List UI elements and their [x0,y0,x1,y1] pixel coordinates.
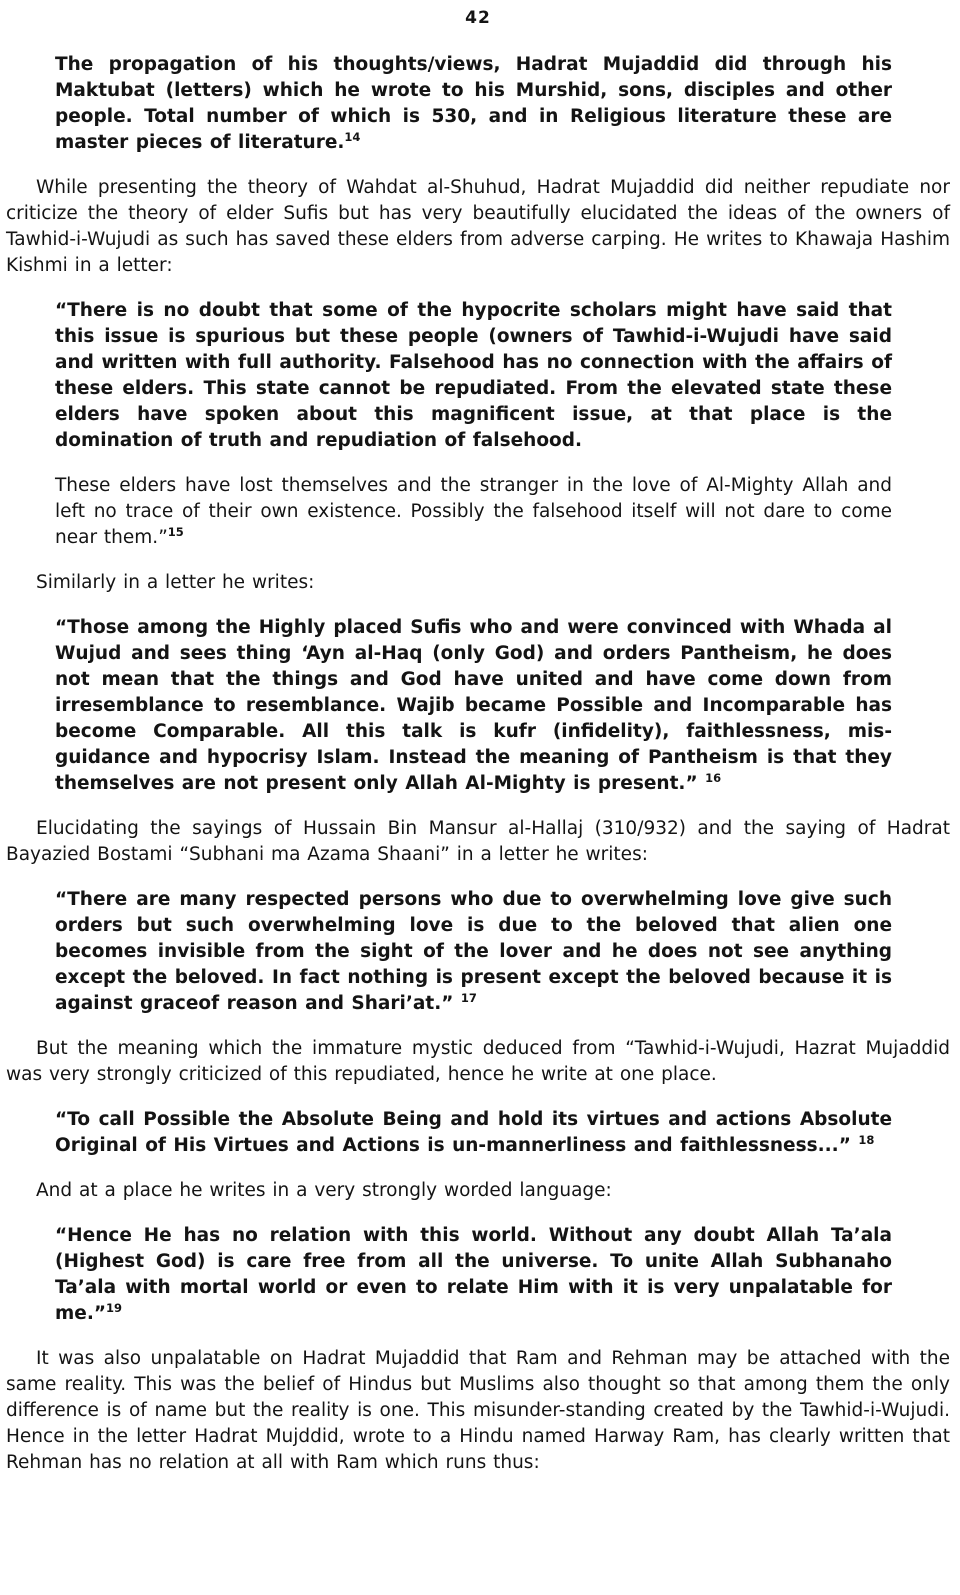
footnote-ref-19: 19 [106,1300,123,1315]
paragraph-body [6,570,950,596]
paragraph-text: Elucidating the sayings of Hussain Bin Mansur al-Hallaj (310/932) and the saying of Hadrat Bayazied Bostami “Subhani ma Azama Shaani” in a letter he writes: [6,818,950,865]
footnote-ref-14: 14 [344,129,361,144]
quote-paragraph [55,887,892,1017]
quote-paragraph-plain [55,473,892,551]
paragraph-text: “Those among the Highly placed Sufis who and were convinced with Whada al Wujud and sees thing ‘Ayn al-Haq (only God) and orders Pantheism, he does not mean that the things and God have united and have come down from irresemblance to resemblance. Wajib became Possible and Incomparable has become Comparable. All this talk is kufr (infidelity), faithlessness, mis-guidance and hypocrisy Islam. Instead the meaning of Pantheism is that they themselves are not present only Allah Al-Mighty is present.” [55,617,892,794]
page-number: 42 [465,8,491,28]
quote-paragraph [55,615,892,797]
quote-paragraph [55,298,892,454]
paragraph-text: “There is no doubt that some of the hypocrite scholars might have said that this issue is spurious but these people (owners of Tawhid-i-Wujudi have said and written with full authority. Falsehood has no connection with the affairs of these elders. This state cannot be repudiated. From the elevated state these elders have spoken about this magnificent issue, at that place is the domination of truth and repudiation of falsehood. [55,300,892,451]
paragraph-text: Similarly in a letter he writes: [36,572,315,593]
paragraph-text: And at a place he writes in a very strongly worded language: [36,1180,612,1201]
paragraph-text: The propagation of his thoughts/views, Hadrat Mujaddid did through his Maktubat (letters) which he wrote to his Murshid, sons, disciples and other people. Total number of which is 530, and in Religious literature these are master pieces of literature. [55,54,892,153]
paragraph-text: But the meaning which the immature mystic deduced from “Tawhid-i-Wujudi, Hazrat Mujaddid was very strongly criticized of this repudiated, hence he write at one place. [6,1038,950,1085]
paragraph-text: “Hence He has no relation with this world. Without any doubt Allah Ta’ala (Highest God) is care free from all the universe. To unite Allah Subhanaho Ta’ala with mortal world or even to relate Him with it is very unpalatable for me.” [55,1225,892,1324]
paragraph-body [6,1036,950,1088]
paragraph-text: It was also unpalatable on Hadrat Mujaddid that Ram and Rehman may be attached with the same reality. This was the belief of Hindus but Muslims also thought so that among them the only difference is of name but the reality is one. This misunder-standing created by the Tawhid-i-Wujudi. Hence in the letter Hadrat Mujddid, wrote to a Hindu named Harway Ram, has clearly written that Rehman has no relation at all with Ram which runs thus: [6,1348,950,1473]
paragraph-body [6,816,950,868]
footnote-ref-16: 16 [705,770,722,785]
paragraph-text: These elders have lost themselves and the stranger in the love of Al-Mighty Allah and left no trace of their own existence. Possibly the falsehood itself will not dare to come near them.” [55,475,892,548]
quote-paragraph [55,1223,892,1327]
paragraph-body [6,175,950,279]
footnote-ref-18: 18 [858,1132,875,1147]
quote-paragraph [55,1107,892,1159]
paragraph-text: “To call Possible the Absolute Being and hold its virtues and actions Absolute Original of His Virtues and Actions is un-mannerliness and faithlessness...” [55,1109,892,1156]
paragraph-body [6,1178,950,1204]
paragraph-text: While presenting the theory of Wahdat al-Shuhud, Hadrat Mujaddid did neither repudiate nor criticize the theory of elder Sufis but has very beautifully elucidated the ideas of the owners of Tawhid-i-Wujudi as such has saved these elders from adverse carping. He writes to Khawaja Hashim Kishmi in a letter: [6,177,950,276]
footnote-ref-15: 15 [167,524,184,539]
paragraph-intro-bold [55,52,892,156]
paragraph-text: “There are many respected persons who due to overwhelming love give such orders but such overwhelming love is due to the beloved that alien one becomes invisible from the sight of the lover and he does not see anything except the beloved. In fact nothing is present except the beloved because it is against graceof reason and Shari’at.” [55,889,892,1014]
footnote-ref-17: 17 [460,990,477,1005]
paragraph-body [6,1346,950,1476]
